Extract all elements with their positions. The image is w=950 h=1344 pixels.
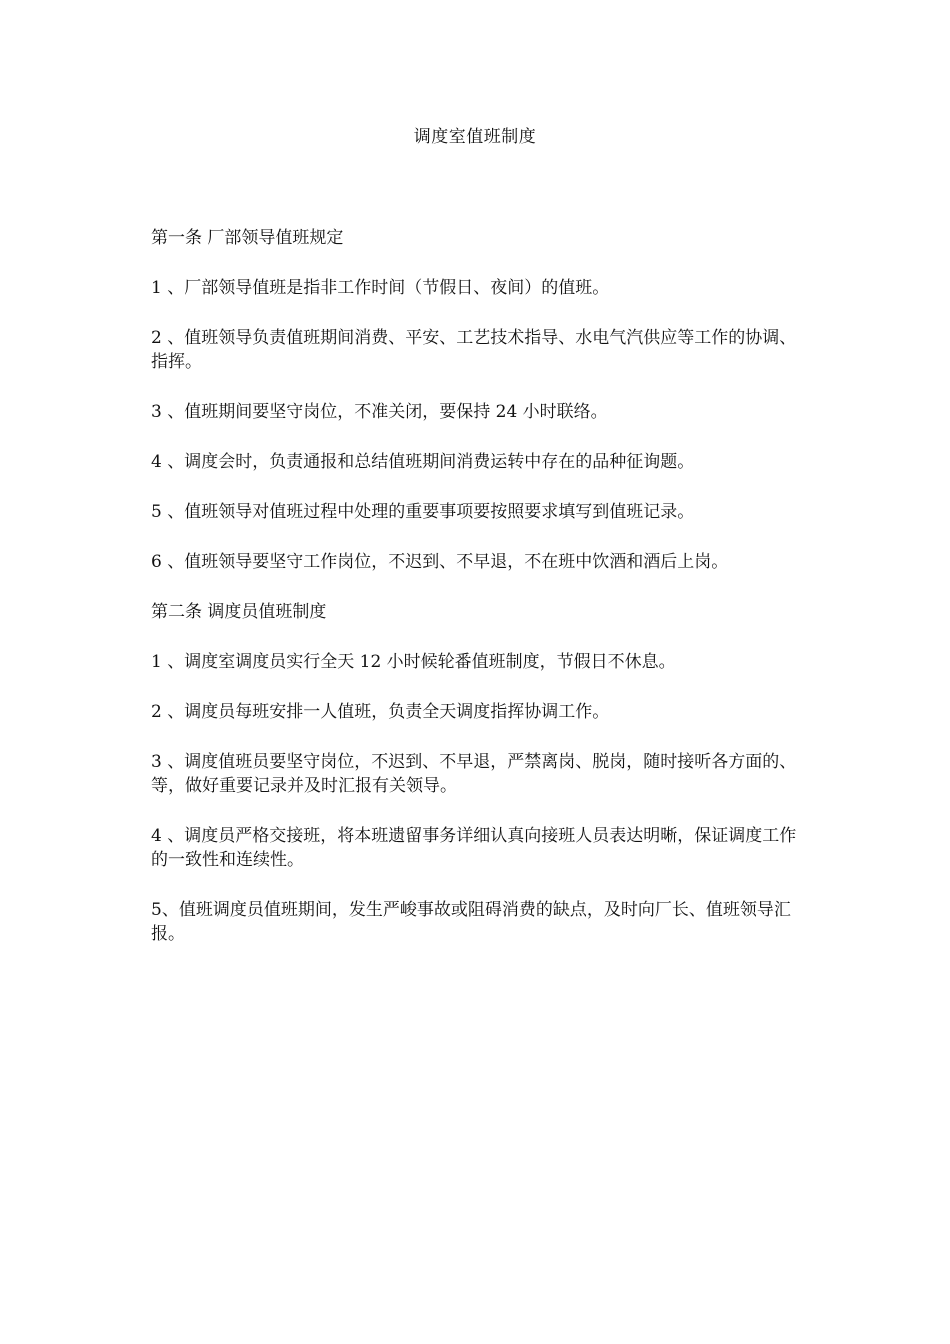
list-item: 3 、调度值班员要坚守岗位，不迟到、不早退，严禁离岗、脱岗，随时接听各方面的、等，做好重要记录并及时汇报有关领导。: [151, 752, 797, 796]
list-item: 2 、值班领导负责值班期间消费、平安、工艺技术指导、水电气汽供应等工作的协调、指挥。: [151, 328, 797, 372]
document-body: [151, 226, 801, 972]
list-item: 2 、调度员每班安排一人值班，负责全天调度指挥协调工作。: [151, 702, 610, 722]
list-item: 4 、调度会时，负责通报和总结值班期间消费运转中存在的品种征询题。: [151, 452, 695, 472]
list-item: 1 、厂部领导值班是指非工作时间（节假日、夜间）的值班。: [151, 278, 610, 298]
list-item: 1 、调度室调度员实行全天 12 小时候轮番值班制度，节假日不休息。: [151, 652, 676, 672]
section-heading: 第一条 厂部领导值班规定: [151, 228, 344, 248]
list-item: 5 、值班领导对值班过程中处理的重要事项要按照要求填写到值班记录。: [151, 502, 695, 522]
list-item: 4 、调度员严格交接班，将本班遗留事务详细认真向接班人员表达明晰，保证调度工作的一致性和连续性。: [151, 826, 797, 870]
section-heading: 第二条 调度员值班制度: [151, 602, 327, 622]
page-title: 调度室值班制度: [413, 127, 537, 147]
list-item: 3 、值班期间要坚守岗位，不准关闭，要保持 24 小时联络。: [151, 402, 608, 422]
list-item: 6 、值班领导要坚守工作岗位，不迟到、不早退，不在班中饮酒和酒后上岗。: [151, 552, 729, 572]
list-item: 5、值班调度员值班期间，发生严峻事故或阻碍消费的缺点，及时向厂长、值班领导汇报。: [151, 900, 791, 944]
